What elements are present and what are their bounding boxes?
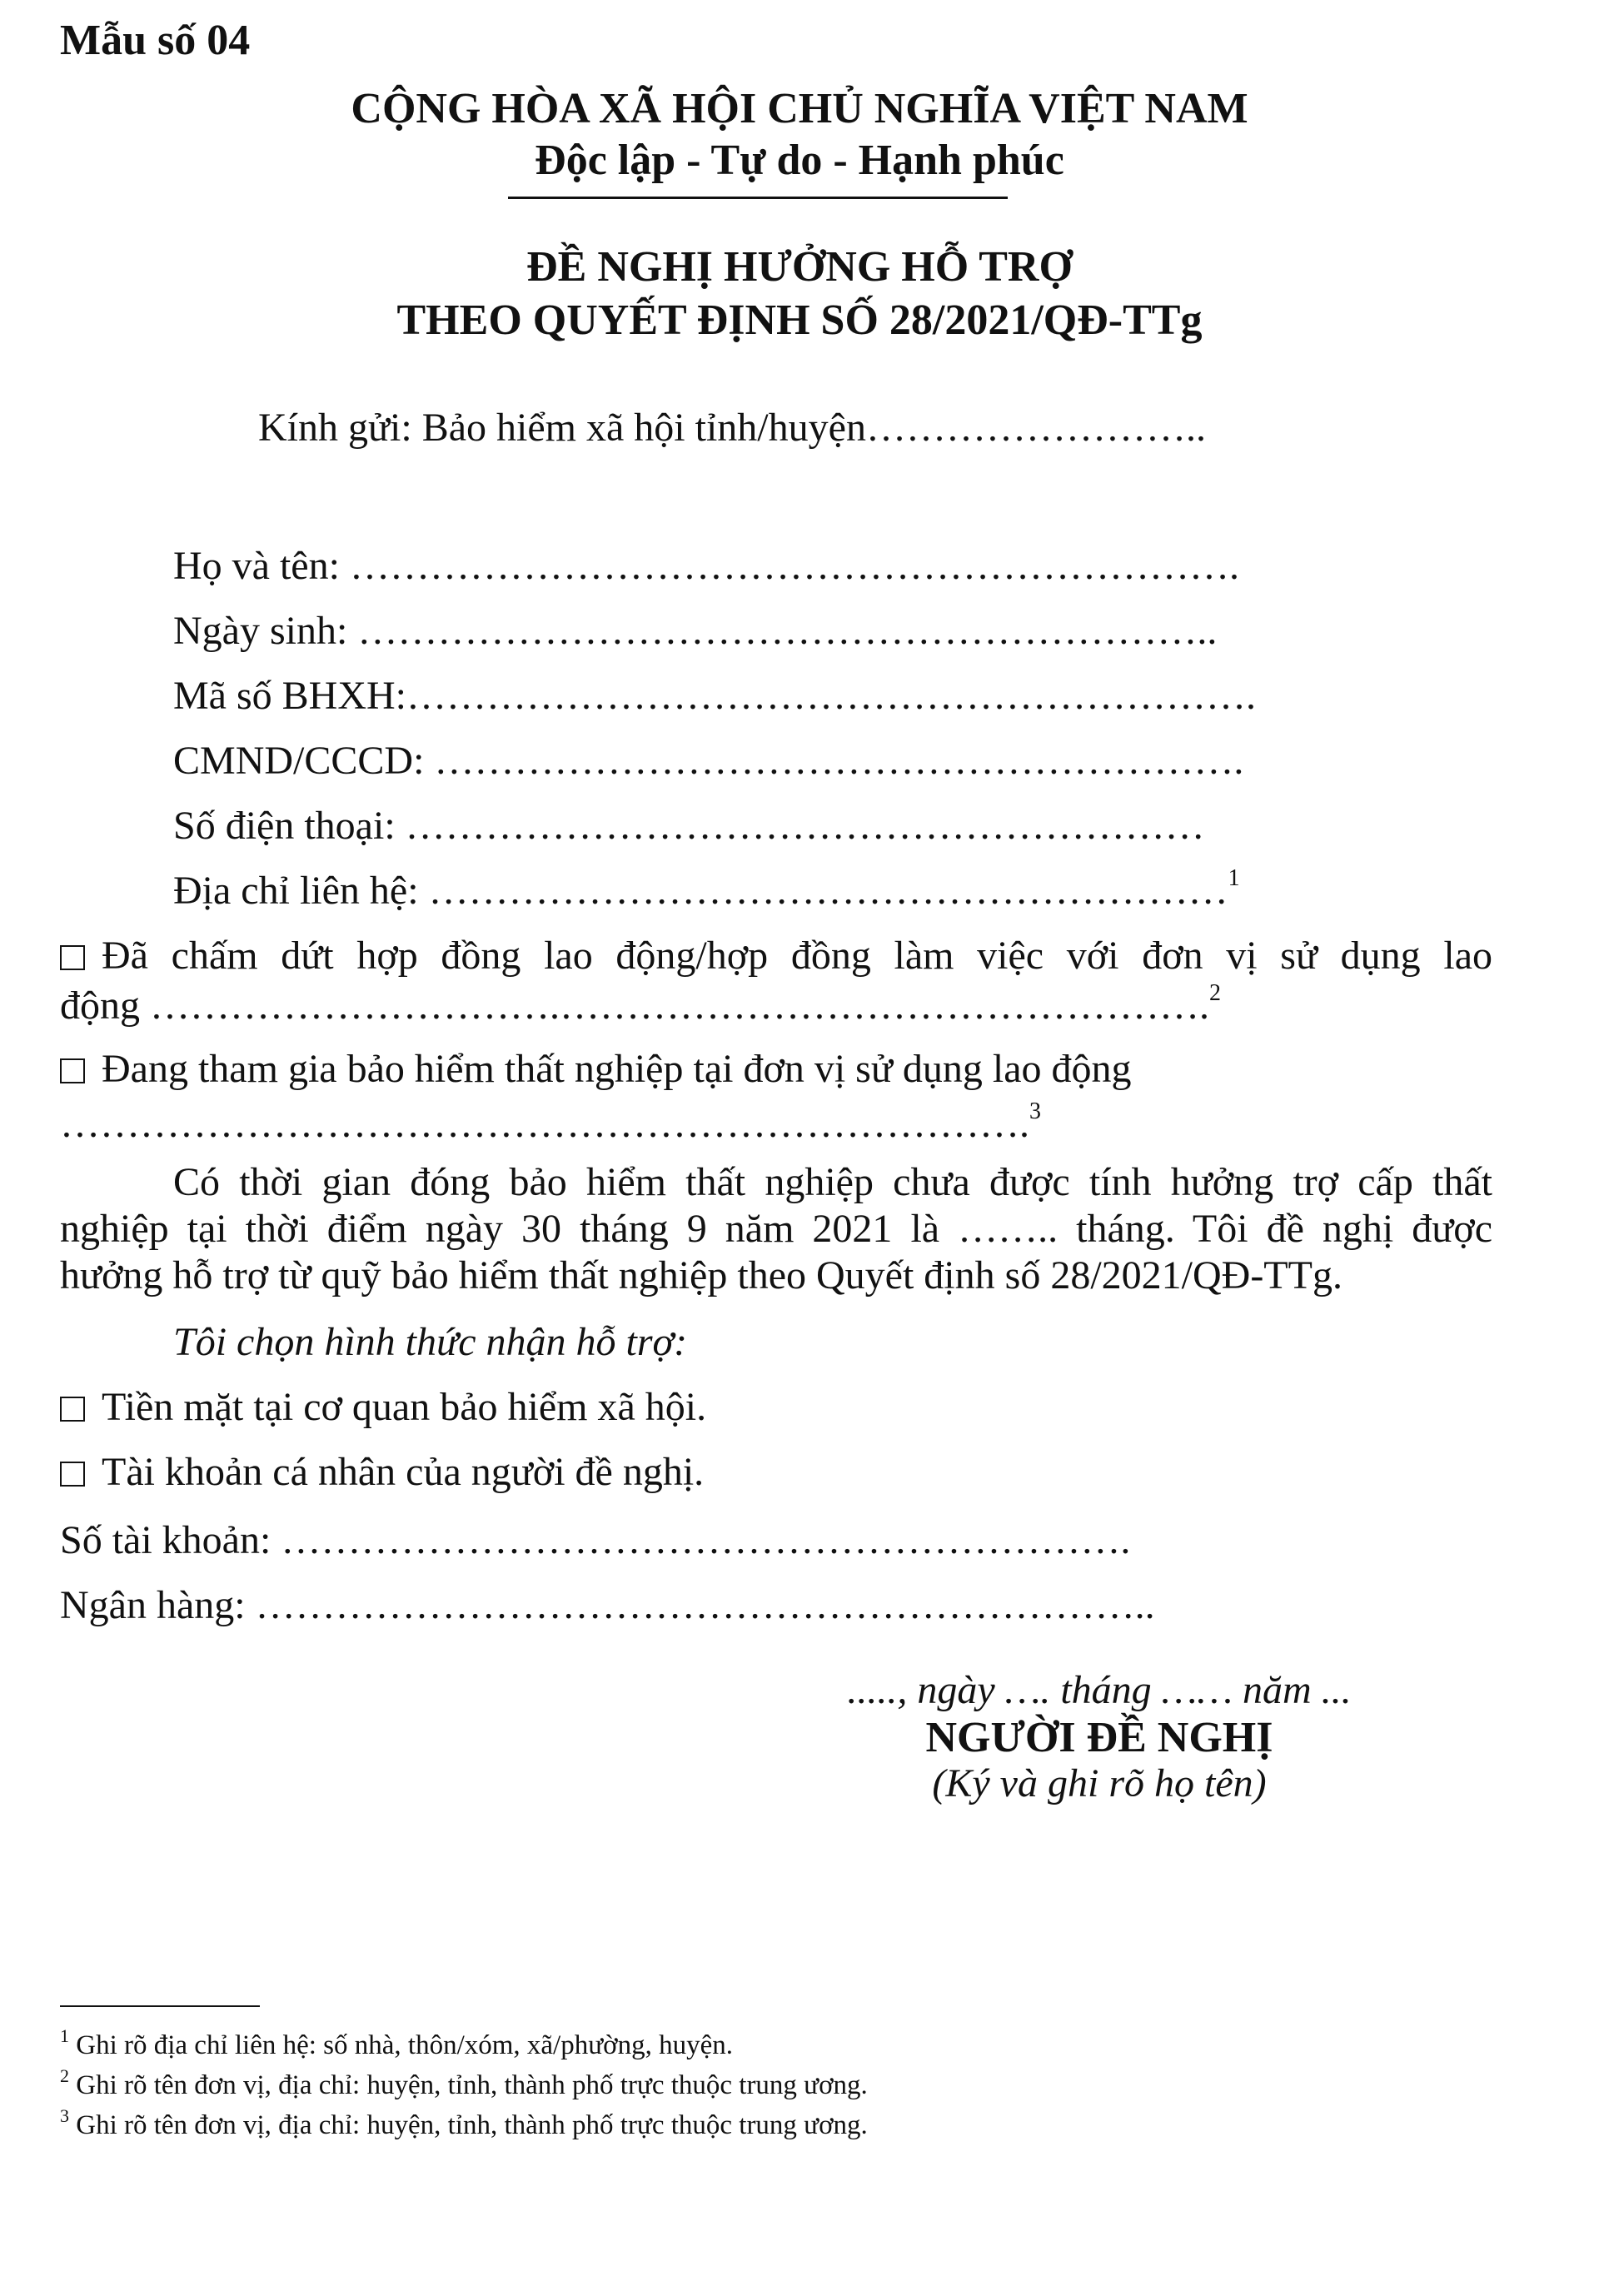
footnote-ref-3: 3 (1029, 1098, 1041, 1124)
option-participating-line2[interactable] (60, 1099, 1041, 1149)
field-bank[interactable]: Ngân hàng: ………………………………………………………….. (60, 1583, 1155, 1627)
footnote-3-mark: 3 (60, 2105, 69, 2126)
recipient-line: Kính gửi: Bảo hiểm xã hội tỉnh/huyện…………………….. (258, 406, 1206, 450)
field-phone[interactable]: Số điện thoại: …………………………………………………… (173, 804, 1205, 848)
payment-option-cash (60, 1382, 706, 1432)
paragraph-line2: nghiệp tại thời điểm ngày 30 tháng 9 năm 2021 là …….. tháng. Tôi đề nghị được (60, 1207, 1492, 1251)
signature-date: ....., ngày …. tháng …… năm ... (847, 1668, 1352, 1712)
option-terminated-line1 (60, 931, 1492, 981)
field-full-name[interactable]: Họ và tên: …………………………………………………………. (173, 544, 1239, 588)
paragraph-line3: hưởng hỗ trợ từ quỹ bảo hiểm thất nghiệp theo Quyết định số 28/2021/QĐ-TTg. (60, 1253, 1342, 1297)
payment-prompt: Tôi chọn hình thức nhận hỗ trợ: (173, 1320, 688, 1364)
checkbox-account[interactable] (60, 1462, 85, 1487)
field-social-insurance-number[interactable]: Mã số BHXH:………………………………………………………. (173, 674, 1257, 718)
field-date-of-birth[interactable]: Ngày sinh: ……………………………………………………….. (173, 609, 1218, 653)
payment-option-cash-text: Tiền mặt tại cơ quan bảo hiểm xã hội. (102, 1385, 707, 1429)
footnote-2 (60, 2065, 868, 2102)
option-terminated-text: Đã chấm dứt hợp đồng lao động/hợp đồng làm việc với đơn vị sử dụng lao (102, 934, 1492, 978)
footnote-2-mark: 2 (60, 2065, 69, 2086)
country-name: CỘNG HÒA XÃ HỘI CHỦ NGHĨA VIỆT NAM (351, 85, 1248, 132)
signature-role: NGƯỜI ĐỀ NGHỊ (925, 1714, 1273, 1761)
option-terminated-employer-field: động ………………………….…………………………………………. (60, 984, 1209, 1028)
field-contact-address[interactable] (173, 866, 1240, 916)
document-title-line2: THEO QUYẾT ĐỊNH SỐ 28/2021/QĐ-TTg (396, 296, 1203, 344)
document-title-line1: ĐỀ NGHỊ HƯỞNG HỖ TRỢ (526, 243, 1073, 291)
footnote-3 (60, 2105, 868, 2142)
paragraph-line1: Có thời gian đóng bảo hiểm thất nghiệp chưa được tính hưởng trợ cấp thất (173, 1160, 1492, 1204)
option-participating-employer-field: ………………………………………………………………. (60, 1102, 1029, 1146)
field-id-card[interactable]: CMND/CCCD: ……………………………………………………. (173, 739, 1244, 783)
motto: Độc lập - Tự do - Hạnh phúc (535, 137, 1064, 184)
footnote-1 (60, 2025, 733, 2062)
footnote-divider (60, 2005, 260, 2007)
signature-instruction: (Ký và ghi rõ họ tên) (932, 1761, 1267, 1805)
option-participating-line1 (60, 1044, 1132, 1094)
footnote-ref-1: 1 (1228, 865, 1240, 891)
footnote-2-text: Ghi rõ tên đơn vị, địa chỉ: huyện, tỉnh, thành phố trực thuộc trung ương. (76, 2070, 868, 2100)
payment-option-account (60, 1447, 704, 1497)
checkbox-cash[interactable] (60, 1397, 85, 1422)
header-divider (508, 197, 1008, 199)
field-contact-address-text: Địa chỉ liên hệ: …………………………………………………… (173, 869, 1228, 913)
checkbox-participating[interactable] (60, 1058, 85, 1083)
form-label: Mẫu số 04 (60, 17, 251, 64)
footnote-1-text: Ghi rõ địa chỉ liên hệ: số nhà, thôn/xóm, xã/phường, huyện. (76, 2030, 733, 2060)
field-account-number[interactable]: Số tài khoản: ………………………………………………………. (60, 1518, 1131, 1562)
footnote-ref-2: 2 (1209, 980, 1221, 1006)
option-terminated-line2[interactable] (60, 981, 1221, 1031)
payment-option-account-text: Tài khoản cá nhân của người đề nghị. (102, 1450, 705, 1494)
option-participating-text: Đang tham gia bảo hiểm thất nghiệp tại đơn vị sử dụng lao động (102, 1047, 1132, 1091)
footnote-1-mark: 1 (60, 2025, 69, 2046)
footnote-3-text: Ghi rõ tên đơn vị, địa chỉ: huyện, tỉnh, thành phố trực thuộc trung ương. (76, 2110, 868, 2140)
checkbox-terminated[interactable] (60, 945, 85, 970)
